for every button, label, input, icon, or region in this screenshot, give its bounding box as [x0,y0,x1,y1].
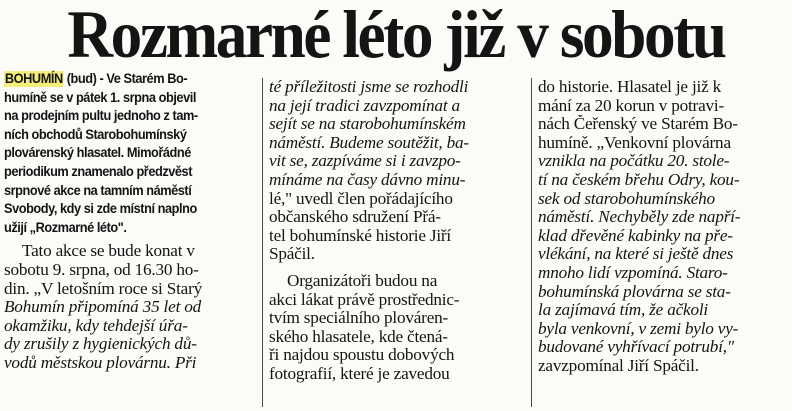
column-divider [262,78,263,407]
column-divider [531,78,532,407]
lead-paragraph: BOHUMÍN (bud) - Ve Starém Bo- humíně se v pátek 1. srpna objevil na prodejním pultu jednoho z tam- ních obchodů Starobohumínský plovárenský hlasatel. Mimořádné periodikum znamenalo předzvěst srpnové akce na tamním náměstí Svobody, kdy si zde místní naplno užijí „Rozmarné léto". [4,71,198,236]
body-paragraph: Tato akce se bude konat v sobotu 9. srpna, od 16.30 ho- din. „V letošním roce si Starý Bohumín připomíná 35 let od okamžiku, kdy tehdejší úřa- dy zrušily z hygienických dů- vodů městskou plovárnu. Při [4,242,202,372]
article-column-2 [269,70,524,411]
article-column-1 [4,70,256,411]
article-column-3 [538,70,788,411]
body-paragraph: té příležitosti jsme se rozhodli na její tradici zavzpomínat a sejít se na starobohumínském náměstí. Budeme soutěžit, ba- vit se, zazpíváme si i zavzpo- mínáme na časy dávno minu- lé," uvedl člen pořádajícího občanského sdružení Přá- tel bohumínské historie Jiří Spáčil. Organizátoři budou na akci lákat právě prostřednic- tvím speciálního plováren- ského hlasatele, kde čtená- ři najdou spoustu dobových fotografií, které je zavedou [269,78,469,383]
dateline-highlight: BOHUMÍN [4,71,63,87]
body-paragraph: do historie. Hlasatel je již k mání za 20 korun v potravi- nách Čeřenský ve Starém Bo- humíně. „Venkovní plovárna vznikla na počátku 20. stole- tí na českém břehu Odry, kou- sek od starobohumínského náměstí. Nechyběly zde napří- klad dřevěné kabinky na pře- vlékání, na které si ještě dnes mnoho lidí vzpomíná. Staro- bohumínská plovárna se sta- la zajímavá tím, že ačkoli byla venkovní, v zemi bylo vy- budované vyhřívací potrubí," zavzpomínal Jiří Spáčil. [538,78,741,375]
headline: Rozmarné léto již v sobotu [67,0,725,72]
